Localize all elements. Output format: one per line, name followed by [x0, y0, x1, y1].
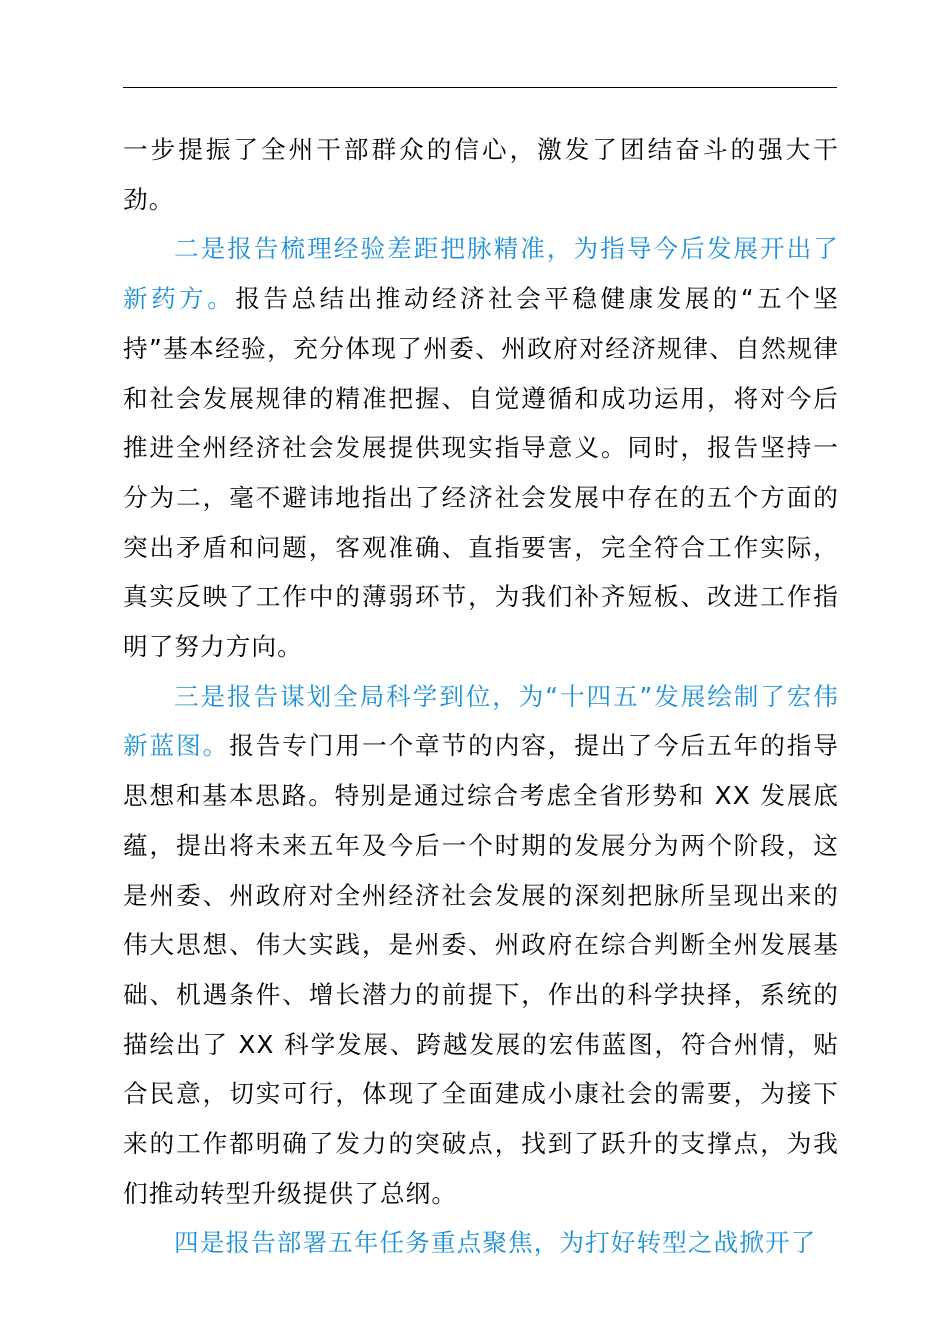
paragraph-point-two: [123, 224, 839, 671]
header-rule: [123, 87, 837, 88]
paragraph-lead: 二是报告梳理经验差距把脉精准，为指导今后发展开出了新药方。: [123, 234, 839, 314]
document-body: [123, 125, 839, 1268]
paragraph-point-three: [123, 672, 839, 1219]
paragraph-lead: 四是报告部署五年任务重点聚焦，为打好转型之战掀开了: [174, 1228, 817, 1258]
paragraph-text: 报告总结出推动经济社会平稳健康发展的“五个坚持”基本经验，充分体现了州委、州政府对经济规律、自然规律和社会发展规律的精准把握、自觉遵循和成功运用，将对今后推进全州经济社会发展提供现实指导意义。同时，报告坚持一分为二，毫不避讳地指出了经济社会发展中存在的五个方面的突出矛盾和问题，客观准确、直指要害，完全符合工作实际，真实反映了工作中的薄弱环节，为我们补齐短板、改进工作指明了努力方向。: [123, 284, 839, 662]
paragraph-text: 报告专门用一个章节的内容，提出了今后五年的指导思想和基本思路。特别是通过综合考虑全省形势和 XX 发展底蕴，提出将未来五年及今后一个时期的发展分为两个阶段，这是州委、州政府对全州经济社会发展的深刻把脉所呈现出来的伟大思想、伟大实践，是州委、州政府在综合判断全州发展基础、机遇条件、增长潜力的前提下，作出的科学抉择，系统的描绘出了 XX 科学发展、跨越发展的宏伟蓝图，符合州情，贴合民意，切实可行，体现了全面建成小康社会的需要，为接下来的工作都明确了发力的突破点，找到了跃升的支撑点，为我们推动转型升级提供了总纲。: [123, 731, 839, 1208]
paragraph-lead: 三是报告谋划全局科学到位，为“十四五”发展绘制了宏伟新蓝图。: [123, 681, 839, 761]
paragraph-continuation: [123, 125, 839, 224]
paragraph-text: 一步提振了全州干部群众的信心，激发了团结奋斗的强大干劲。: [123, 135, 839, 214]
paragraph-point-four: [123, 1218, 839, 1268]
